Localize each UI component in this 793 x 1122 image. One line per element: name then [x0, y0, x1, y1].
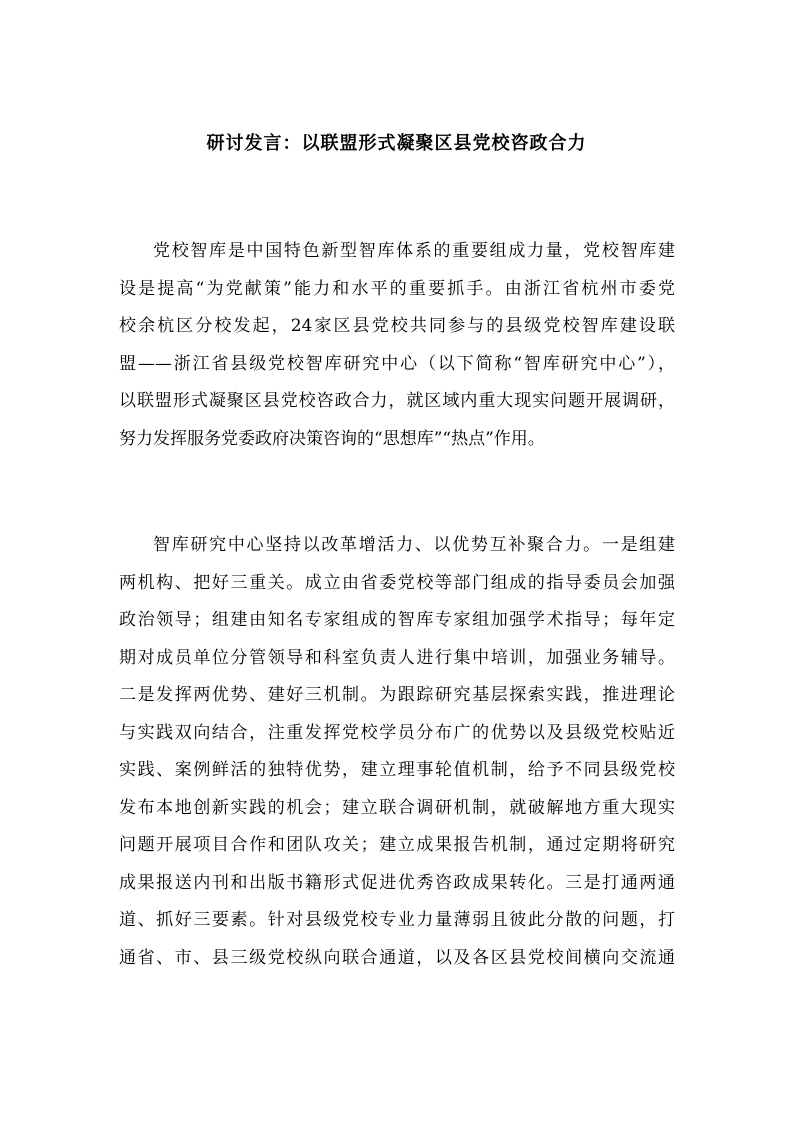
paragraph-2 [119, 527, 675, 977]
text-line: 以联盟形式凝聚区县党校咨政合力，就区域内重大现实问题开展调研， [119, 391, 675, 411]
text-line: 党校智库是中国特色新型智库体系的重要组成力量，党校智库建 [153, 241, 675, 261]
text-line: 盟——浙江省县级党校智库研究中心（以下简称“智库研究中心”）， [119, 353, 675, 374]
text-line: 问题开展项目合作和团队攻关；建立成果报告机制，通过定期将研究 [119, 835, 675, 855]
text-line: 发布本地创新实践的机会；建立联合调研机制，就破解地方重大现实 [119, 797, 675, 818]
text-line: 期对成员单位分管领导和科室负责人进行集中培训，加强业务辅导。 [119, 647, 675, 668]
text-line: 二是发挥两优势、建好三机制。为跟踪研究基层探索实践，推进理论 [119, 685, 675, 705]
text-line: 道、抓好三要素。针对县级党校专业力量薄弱且彼此分散的问题，打 [119, 910, 675, 930]
text-line: 设是提高“为党献策”能力和水平的重要抓手。由浙江省杭州市委党 [119, 278, 675, 299]
text-line: 通省、市、县三级党校纵向联合通道，以及各区县党校间横向交流通 [119, 947, 675, 968]
text-line: 成果报送内刊和出版书籍形式促进优秀咨政成果转化。三是打通两通 [119, 872, 675, 893]
text-line: 实践、案例鲜活的独特优势，建立理事轮值机制，给予不同县级党校 [119, 760, 675, 780]
text-line: 政治领导；组建由知名专家组成的智库专家组加强学术指导；每年定 [119, 610, 675, 630]
text-line: 校余杭区分校发起，24家区县党校共同参与的县级党校智库建设联 [119, 316, 675, 336]
text-line: 努力发挥服务党委政府决策咨询的“思想库”“热点”作用。 [119, 428, 545, 449]
text-line: 两机构、把好三重关。成立由省委党校等部门组成的指导委员会加强 [119, 572, 675, 593]
paragraph-1 [119, 233, 675, 458]
page-title: 研讨发言：以联盟形式凝聚区县党校咨政合力 [206, 133, 587, 154]
text-line: 智库研究中心坚持以改革增活力、以优势互补聚合力。一是组建 [153, 535, 675, 555]
text-line: 与实践双向结合，注重发挥党校学员分布广的优势以及县级党校贴近 [119, 722, 675, 743]
